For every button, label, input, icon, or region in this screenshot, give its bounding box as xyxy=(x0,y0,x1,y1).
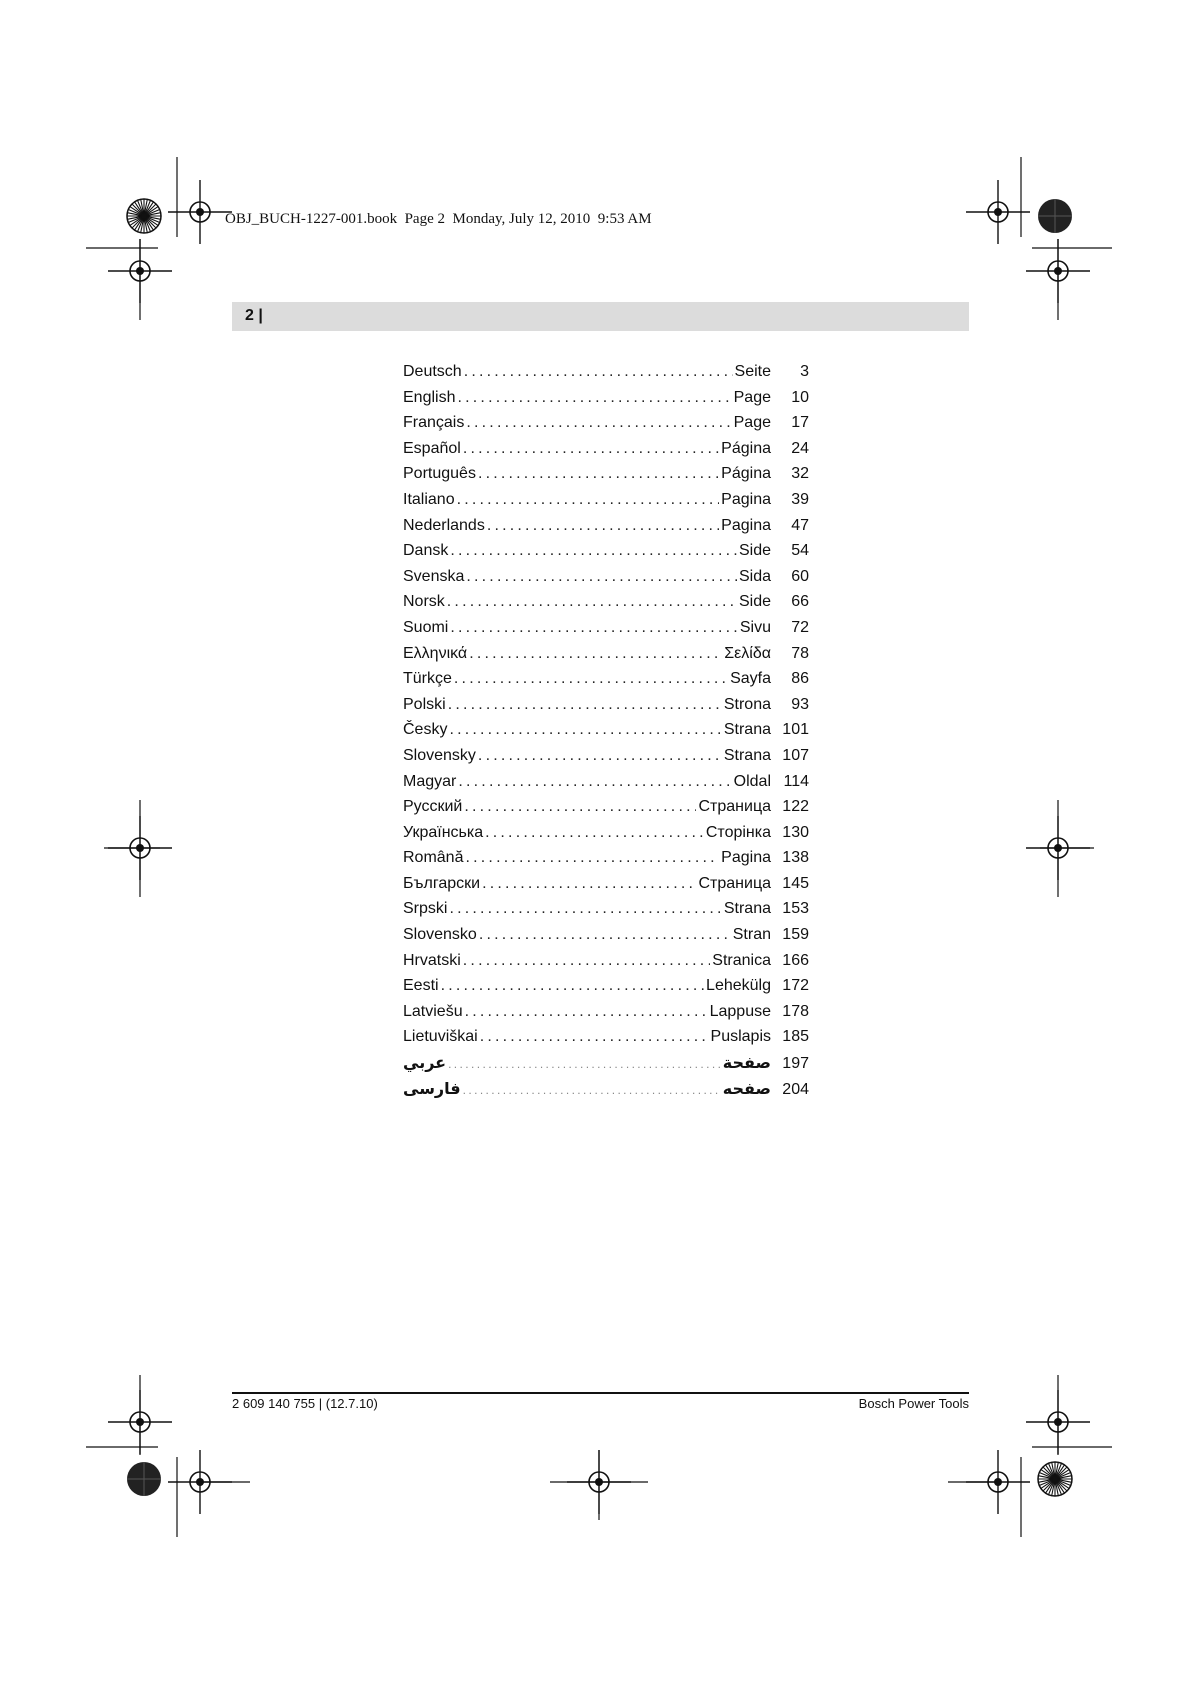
toc-page-number: 178 xyxy=(782,1002,809,1020)
toc-dot-leader xyxy=(449,717,721,743)
toc-row[interactable] xyxy=(403,845,809,871)
toc-language: Magyar xyxy=(403,772,457,790)
toc-dot-leader xyxy=(457,385,731,411)
toc-page-word: Sivu xyxy=(739,618,771,636)
toc-dot-leader xyxy=(441,973,704,999)
toc-row[interactable] xyxy=(403,692,809,718)
toc-page-word: Oldal xyxy=(733,772,771,790)
toc-row[interactable] xyxy=(403,743,809,769)
toc-dot-leader xyxy=(464,359,733,385)
toc-page-number: 166 xyxy=(782,951,809,969)
toc-dot-leader xyxy=(458,769,731,795)
toc-dot-leader xyxy=(466,410,731,436)
toc-page-number: 17 xyxy=(791,414,809,432)
toc-row[interactable] xyxy=(403,973,809,999)
toc-page-number: 185 xyxy=(782,1028,809,1046)
toc-page-word: Strona xyxy=(723,695,771,713)
toc-dot-leader xyxy=(463,1078,721,1104)
toc-row[interactable] xyxy=(403,487,809,513)
toc-page-number: 114 xyxy=(783,772,809,790)
toc-page-number: 159 xyxy=(782,926,809,944)
toc-row[interactable] xyxy=(403,410,809,436)
toc-page-word: Puslapis xyxy=(710,1028,771,1046)
toc-language: Slovensko xyxy=(403,926,477,944)
toc-page-word: Pagina xyxy=(721,849,771,867)
toc-row[interactable] xyxy=(403,615,809,641)
toc-language: Nederlands xyxy=(403,516,485,534)
toc-language: Türkçe xyxy=(403,670,452,688)
toc-row[interactable] xyxy=(403,922,809,948)
toc-page-word: Страница xyxy=(698,874,771,892)
toc-page-word: Stranica xyxy=(712,951,771,969)
toc-row[interactable] xyxy=(403,1076,809,1102)
toc-dot-leader xyxy=(463,436,719,462)
toc-language: عربي xyxy=(403,1053,447,1073)
toc-row[interactable] xyxy=(403,871,809,897)
toc-language: Česky xyxy=(403,721,448,739)
toc-dot-leader xyxy=(485,820,704,846)
toc-dot-leader xyxy=(480,1024,709,1050)
toc-language: English xyxy=(403,388,456,406)
page-number: 2 | xyxy=(245,307,263,324)
toc-row[interactable] xyxy=(403,820,809,846)
toc-page-number: 24 xyxy=(791,439,809,457)
toc-page-word: Página xyxy=(721,439,771,457)
toc-page-word: Side xyxy=(738,593,771,611)
toc-row[interactable] xyxy=(403,666,809,692)
toc-page-word: Сторінка xyxy=(705,823,771,841)
toc-language: Italiano xyxy=(403,490,455,508)
toc-page-word: Lappuse xyxy=(709,1002,771,1020)
toc-language: Latviešu xyxy=(403,1002,463,1020)
toc-page-number: 32 xyxy=(791,465,809,483)
toc-row[interactable] xyxy=(403,564,809,590)
toc-dot-leader xyxy=(487,513,719,539)
toc-dot-leader xyxy=(464,794,696,820)
toc-language: Română xyxy=(403,849,464,867)
toc-page-number: 138 xyxy=(782,849,809,867)
toc-page-word: Strana xyxy=(723,900,771,918)
toc-row[interactable] xyxy=(403,385,809,411)
toc-dot-leader xyxy=(469,641,722,667)
toc-dot-leader xyxy=(465,999,708,1025)
toc-language: Português xyxy=(403,465,476,483)
footer-divider xyxy=(232,1392,969,1394)
toc-row[interactable] xyxy=(403,513,809,539)
toc-page-word: صفحة xyxy=(722,1053,771,1073)
toc-page-number: 204 xyxy=(782,1080,809,1098)
toc-row[interactable] xyxy=(403,436,809,462)
toc-page-word: Pagina xyxy=(721,490,771,508)
toc-page-word: صفحه xyxy=(722,1078,771,1098)
toc-page-word: Страница xyxy=(698,798,771,816)
toc-dot-leader xyxy=(450,538,737,564)
print-info-header: OBJ_BUCH-1227-001.book Page 2 Monday, July 12, 2010 9:53 AM xyxy=(225,211,652,227)
toc-dot-leader xyxy=(448,1052,721,1078)
toc-language: Eesti xyxy=(403,977,439,995)
toc-language: Lietuviškai xyxy=(403,1028,478,1046)
toc-dot-leader xyxy=(457,487,720,513)
toc-language: Polski xyxy=(403,695,446,713)
toc-page-word: Sayfa xyxy=(730,670,771,688)
toc-dot-leader xyxy=(466,564,737,590)
toc-row[interactable] xyxy=(403,359,809,385)
toc-page-number: 47 xyxy=(791,516,809,534)
toc-dot-leader xyxy=(449,896,721,922)
table-of-contents xyxy=(403,359,809,1101)
toc-language: Български xyxy=(403,874,481,892)
toc-row[interactable] xyxy=(403,896,809,922)
toc-page-number: 66 xyxy=(791,593,809,611)
toc-row[interactable] xyxy=(403,461,809,487)
toc-row[interactable] xyxy=(403,769,809,795)
toc-dot-leader xyxy=(463,948,711,974)
toc-page-number: 60 xyxy=(791,567,809,585)
toc-page-word: Seite xyxy=(734,363,771,380)
toc-page-number: 130 xyxy=(782,823,809,841)
toc-page-word: Σελίδα xyxy=(724,644,771,662)
toc-language: Русский xyxy=(403,798,463,816)
toc-page-number: 153 xyxy=(782,900,809,918)
toc-row[interactable] xyxy=(403,538,809,564)
toc-page-number: 86 xyxy=(791,670,809,688)
toc-page-number: 145 xyxy=(782,874,809,892)
toc-page-number: 101 xyxy=(782,721,809,739)
toc-language: Norsk xyxy=(403,593,445,611)
toc-language: Español xyxy=(403,439,461,457)
toc-dot-leader xyxy=(447,589,737,615)
toc-language: فارسی xyxy=(403,1078,461,1098)
toc-page-word: Lehekülg xyxy=(706,977,771,995)
toc-language: Svenska xyxy=(403,567,465,585)
toc-language: Ελληνικά xyxy=(403,644,468,662)
toc-page-number: 122 xyxy=(782,798,809,816)
toc-page-word: Strana xyxy=(723,746,771,764)
toc-dot-leader xyxy=(448,692,722,718)
toc-dot-leader xyxy=(478,743,722,769)
toc-row[interactable] xyxy=(403,589,809,615)
toc-language: Dansk xyxy=(403,542,449,560)
toc-row[interactable] xyxy=(403,999,809,1025)
toc-page-number: 107 xyxy=(782,746,809,764)
toc-dot-leader xyxy=(465,845,719,871)
toc-page-number: 197 xyxy=(782,1055,809,1073)
toc-dot-leader xyxy=(478,461,719,487)
toc-dot-leader xyxy=(479,922,731,948)
toc-page-word: Page xyxy=(733,388,771,406)
toc-page-word: Sida xyxy=(738,567,771,585)
toc-dot-leader xyxy=(454,666,728,692)
toc-language: Українська xyxy=(403,823,484,841)
toc-page-word: Page xyxy=(733,414,771,432)
toc-row[interactable] xyxy=(403,948,809,974)
footer-brand: Bosch Power Tools xyxy=(858,1396,969,1411)
toc-page-word: Pagina xyxy=(721,516,771,534)
toc-language: Hrvatski xyxy=(403,951,461,969)
toc-page-number: 93 xyxy=(791,695,809,713)
page-number-band xyxy=(232,302,969,331)
toc-row[interactable] xyxy=(403,717,809,743)
toc-row[interactable] xyxy=(403,794,809,820)
toc-dot-leader xyxy=(450,615,738,641)
toc-language: Srpski xyxy=(403,900,448,918)
toc-page-number: 72 xyxy=(791,618,809,636)
toc-page-word: Side xyxy=(738,542,771,560)
toc-page-word: Strana xyxy=(723,721,771,739)
toc-language: Slovensky xyxy=(403,746,476,764)
toc-page-word: Stran xyxy=(732,926,771,944)
toc-page-number: 54 xyxy=(791,542,809,560)
toc-row[interactable] xyxy=(403,1024,809,1050)
toc-page-number: 39 xyxy=(791,490,809,508)
toc-page-number: 10 xyxy=(791,388,809,406)
toc-dot-leader xyxy=(482,871,696,897)
toc-row[interactable] xyxy=(403,641,809,667)
toc-page-number: 172 xyxy=(782,977,809,995)
toc-row[interactable] xyxy=(403,1050,809,1076)
toc-language: Deutsch xyxy=(403,363,462,380)
toc-page-word: Página xyxy=(721,465,771,483)
toc-page-number: 78 xyxy=(791,644,809,662)
toc-language: Suomi xyxy=(403,618,449,636)
footer-document-number: 2 609 140 755 | (12.7.10) xyxy=(232,1396,378,1411)
toc-page-number: 3 xyxy=(800,363,809,380)
toc-language: Français xyxy=(403,414,465,432)
